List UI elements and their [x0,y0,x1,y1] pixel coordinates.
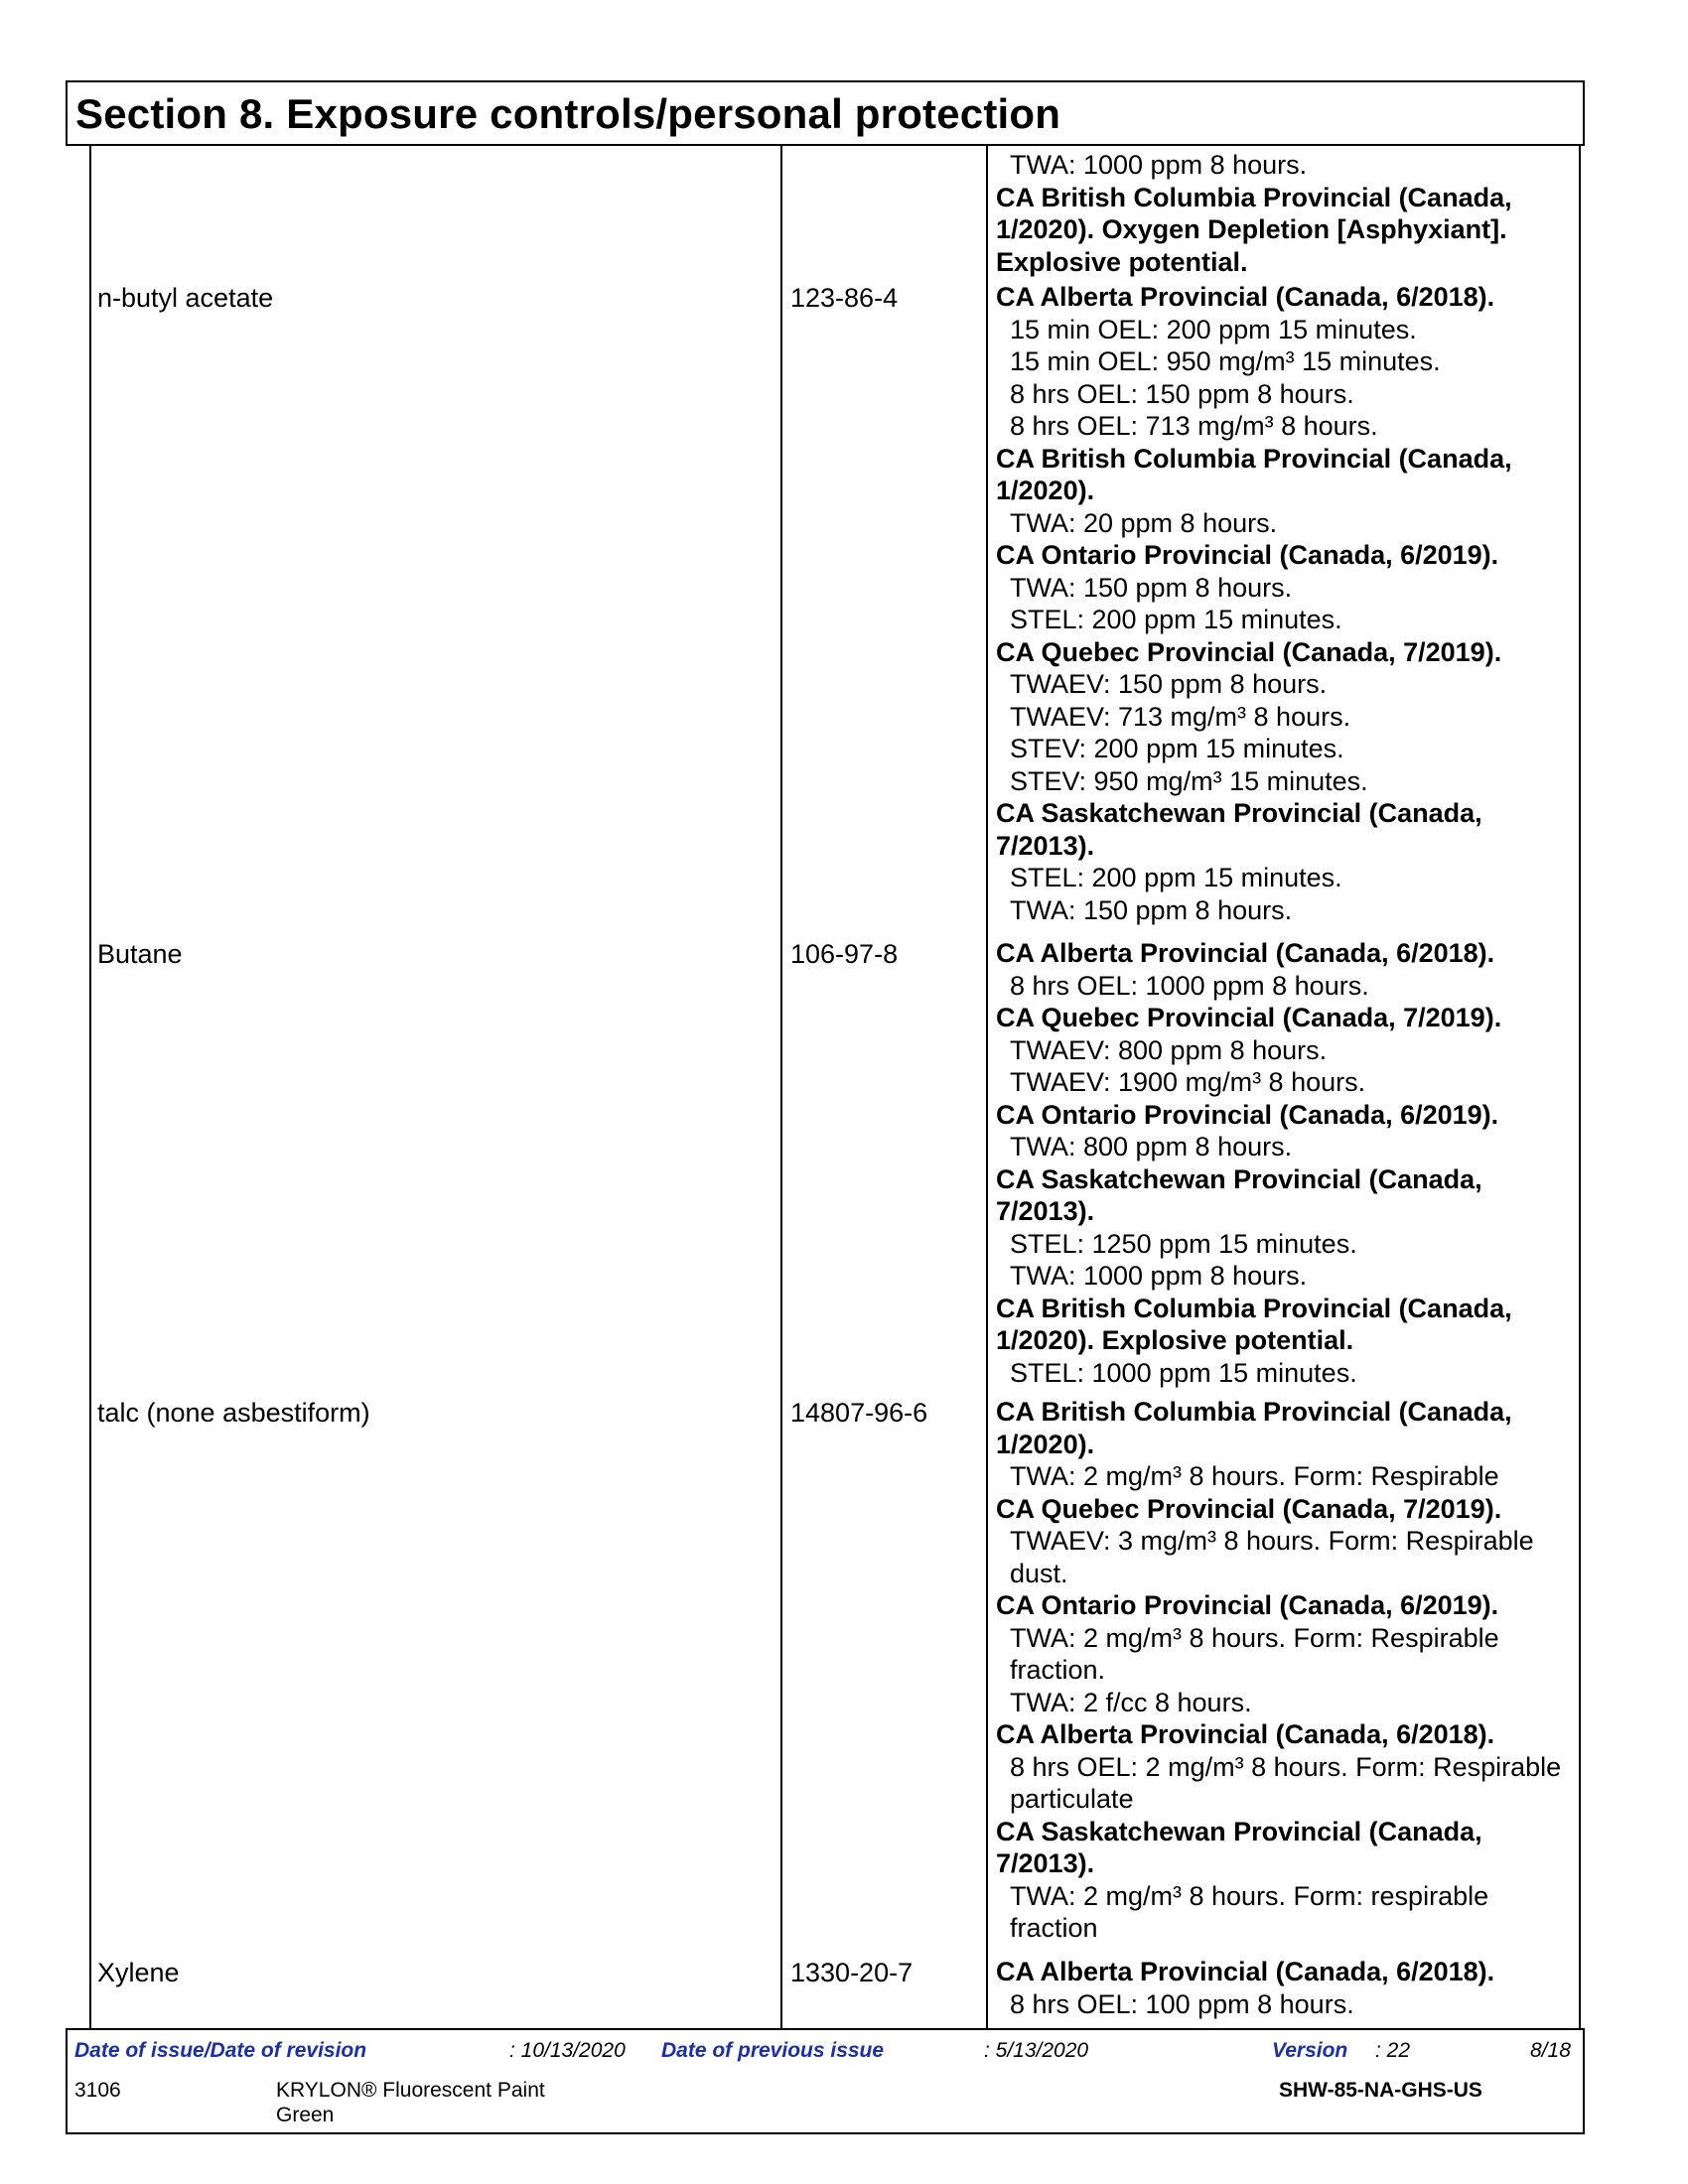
limit-value: 8 hrs OEL: 2 mg/m³ 8 hours. Form: Respirable particulate [1010,1751,1562,1814]
limit-value: STEV: 950 mg/m³ 15 minutes. [1010,765,1368,796]
jurisdiction-heading: CA Alberta Provincial (Canada, 6/2018). [996,282,1495,312]
jurisdiction-heading: CA British Columbia Provincial (Canada, 1/2020). [996,1397,1512,1459]
limit-value: TWA: 800 ppm 8 hours. [1010,1132,1293,1161]
cas-number: 1330-20-7 [790,1958,914,1987]
jurisdiction-heading: CA British Columbia Provincial (Canada, 1/2020). [996,443,1512,505]
column-divider-limits [986,146,988,2028]
ingredient-name: n-butyl acetate [97,283,274,313]
limit-value: TWAEV: 3 mg/m³ 8 hours. Form: Respirable dust. [1010,1526,1534,1588]
cas-number: 123-86-4 [790,283,899,313]
limit-value: STEL: 1250 ppm 15 minutes. [1010,1228,1357,1259]
limit-value: TWA: 2 mg/m³ 8 hours. Form: Respirable [1010,1461,1499,1491]
jurisdiction-heading: CA Ontario Provincial (Canada, 6/2019). [996,540,1499,570]
limit-value: 15 min OEL: 200 ppm 15 minutes. [1010,314,1417,344]
jurisdiction-heading: CA Alberta Provincial (Canada, 6/2018). [996,1957,1495,1986]
exposure-limits [996,937,1567,1389]
limit-value: STEL: 1000 ppm 15 minutes. [1010,1357,1357,1388]
limit-value: TWAEV: 713 mg/m³ 8 hours. [1010,701,1351,732]
jurisdiction-heading: CA Ontario Provincial (Canada, 6/2019). [996,1099,1499,1130]
page-number: 8/18 [1530,2039,1571,2062]
column-divider-cas [780,146,782,2028]
limit-value: TWA: 1000 ppm 8 hours. [1010,1261,1308,1291]
ingredient-name: talc (none asbestiform) [97,1398,370,1428]
section-title: Section 8. Exposure controls/personal protection [75,90,1061,137]
limit-value: STEL: 200 ppm 15 minutes. [1010,605,1342,634]
jurisdiction-heading: CA Quebec Provincial (Canada, 7/2019). [996,636,1502,667]
limit-value: TWA: 150 ppm 8 hours. [1010,572,1293,603]
date-of-issue-label: Date of issue/Date of revision [74,2039,367,2062]
limit-value: TWA: 150 ppm 8 hours. [1010,894,1293,925]
limit-value: STEV: 200 ppm 15 minutes. [1010,734,1344,763]
jurisdiction-heading: CA British Columbia Provincial (Canada, 1/2020). Explosive potential. [996,1293,1512,1355]
jurisdiction-heading: CA Quebec Provincial (Canada, 7/2019). [996,1493,1502,1524]
jurisdiction-heading: CA Ontario Provincial (Canada, 6/2019). [996,1590,1499,1620]
limit-value: TWAEV: 800 ppm 8 hours. [1010,1034,1328,1065]
limit-value: TWA: 20 ppm 8 hours. [1010,507,1278,538]
date-of-issue-value: : 10/13/2020 [509,2039,626,2062]
limit-value: TWA: 2 mg/m³ 8 hours. Form: respirable fraction [1010,1880,1489,1943]
ingredient-name: Xylene [97,1958,180,1987]
jurisdiction-heading: CA Alberta Provincial (Canada, 6/2018). [996,938,1495,968]
exposure-limits [996,1396,1567,1945]
cas-number: 106-97-8 [790,939,899,969]
limit-value: TWAEV: 1900 mg/m³ 8 hours. [1010,1067,1366,1097]
exposure-limits [996,281,1567,926]
exposure-limits [996,1956,1567,2020]
jurisdiction-heading: CA Saskatchewan Provincial (Canada, 7/2013). [996,1816,1482,1878]
jurisdiction-heading: CA Quebec Provincial (Canada, 7/2019). [996,1003,1502,1032]
jurisdiction-heading: CA British Columbia Provincial (Canada, 1/2020). Oxygen Depletion [Asphyxiant]. Explosive potential. [996,182,1512,277]
limit-value: TWA: 1000 ppm 8 hours. [1010,150,1308,180]
limit-value: STEL: 200 ppm 15 minutes. [1010,863,1342,892]
version-value: : 22 [1375,2039,1411,2062]
table-right-border [1579,146,1581,2028]
previous-issue-label: Date of previous issue [661,2039,885,2062]
version-label: Version [1272,2039,1348,2062]
product-name-color: Green [276,2104,335,2126]
ingredient-name: Butane [97,939,183,969]
product-name: KRYLON® Fluorescent Paint [276,2079,545,2102]
previous-issue-value: : 5/13/2020 [984,2039,1089,2062]
limit-value: 15 min OEL: 950 mg/m³ 15 minutes. [1010,346,1441,376]
limit-value: TWAEV: 150 ppm 8 hours. [1010,669,1328,699]
cas-number: 14807-96-6 [790,1398,928,1428]
section-header [66,80,1585,146]
jurisdiction-heading: CA Alberta Provincial (Canada, 6/2018). [996,1719,1495,1749]
limit-value: 8 hrs OEL: 1000 ppm 8 hours. [1010,970,1369,1001]
product-code: 3106 [74,2079,121,2102]
sds-code: SHW-85-NA-GHS-US [1279,2079,1482,2102]
limit-value: TWA: 2 f/cc 8 hours. [1010,1687,1252,1717]
table-left-border [89,146,91,2028]
continuation-limits [996,149,1567,278]
limit-value: TWA: 2 mg/m³ 8 hours. Form: Respirable fraction. [1010,1622,1499,1685]
limit-value: 8 hrs OEL: 150 ppm 8 hours. [1010,378,1354,409]
jurisdiction-heading: CA Saskatchewan Provincial (Canada, 7/2013). [996,798,1482,861]
jurisdiction-heading: CA Saskatchewan Provincial (Canada, 7/2013). [996,1163,1482,1226]
limit-value: 8 hrs OEL: 713 mg/m³ 8 hours. [1010,411,1378,441]
limit-value: 8 hrs OEL: 100 ppm 8 hours. [1010,1988,1354,2019]
